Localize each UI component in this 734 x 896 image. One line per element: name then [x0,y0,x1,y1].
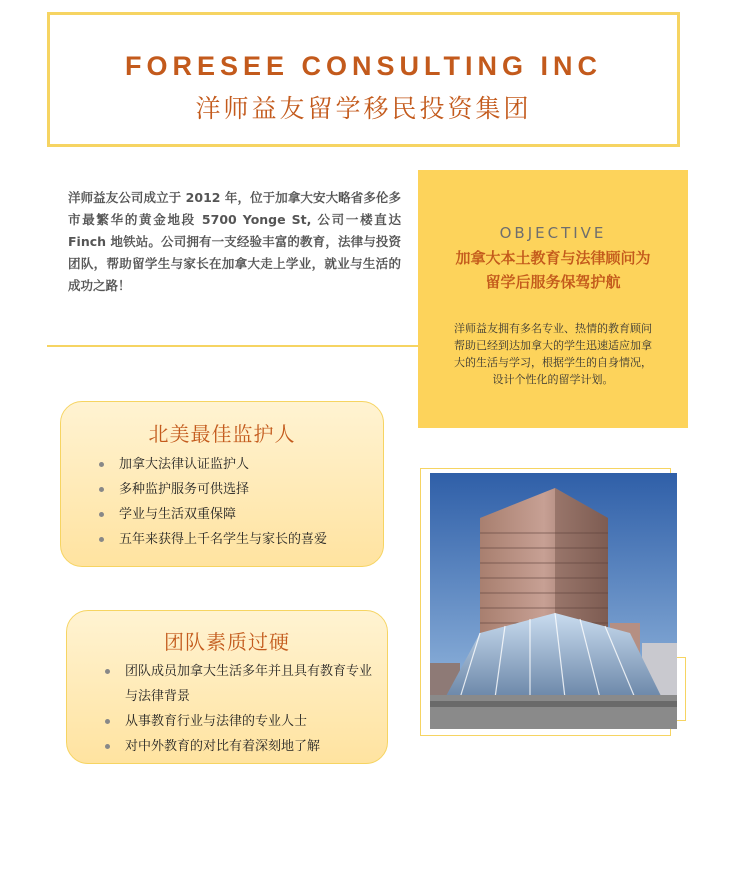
list-item: 五年来获得上千名学生与家长的喜爱 [99,527,379,552]
objective-subtitle-line: 留学后服务保驾护航 [485,273,621,291]
objective-subtitle [430,246,676,294]
list-item: 团队成员加拿大生活多年并且具有教育专业与法律背景 [105,659,375,709]
list-item: 对中外教育的对比有着深刻地了解 [105,734,375,759]
guardian-card-title: 北美最佳监护人 [148,422,296,446]
list-item: 多种监护服务可供选择 [99,477,379,502]
company-name-english: FORESEE CONSULTING INC [124,51,603,81]
section-divider [47,345,418,347]
photo-frame-accent [676,657,686,721]
objective-body-line: 帮助已经到达加拿大的学生迅速适应加拿 [454,339,652,352]
office-building-photo [430,473,677,729]
guardian-card [60,401,384,567]
team-card-title: 团队素质过硬 [164,630,290,654]
list-item: 学业与生活双重保障 [99,502,379,527]
header-box [47,12,680,147]
objective-box [418,170,688,428]
objective-body [440,320,666,388]
team-list [105,659,375,759]
objective-subtitle-line: 加拿大本土教育与法律顾问为 [455,249,651,267]
intro-paragraph: 洋师益友公司成立于 2012 年，位于加拿大安大略省多伦多市最繁华的黄金地段 5700 Yonge St, 公司一楼直达 Finch 地铁站。公司拥有一支经验丰富的教育，法律与投资团队，帮助留学生与家长在加拿大走上学业，就业与生活的成功之路！ [68,190,401,293]
objective-title: OBJECTIVE [499,224,607,242]
list-item: 加拿大法律认证监护人 [99,452,379,477]
guardian-list [99,452,379,552]
team-card [66,610,388,764]
list-item: 从事教育行业与法律的专业人士 [105,709,375,734]
objective-body-line: 洋师益友拥有多名专业、热情的教育顾问 [454,322,652,335]
objective-body-line: 设计个性化的留学计划。 [492,373,614,386]
company-name-chinese: 洋师益友留学移民投资集团 [195,94,532,123]
objective-body-line: 大的生活与学习，根据学生的自身情况， [454,356,652,369]
